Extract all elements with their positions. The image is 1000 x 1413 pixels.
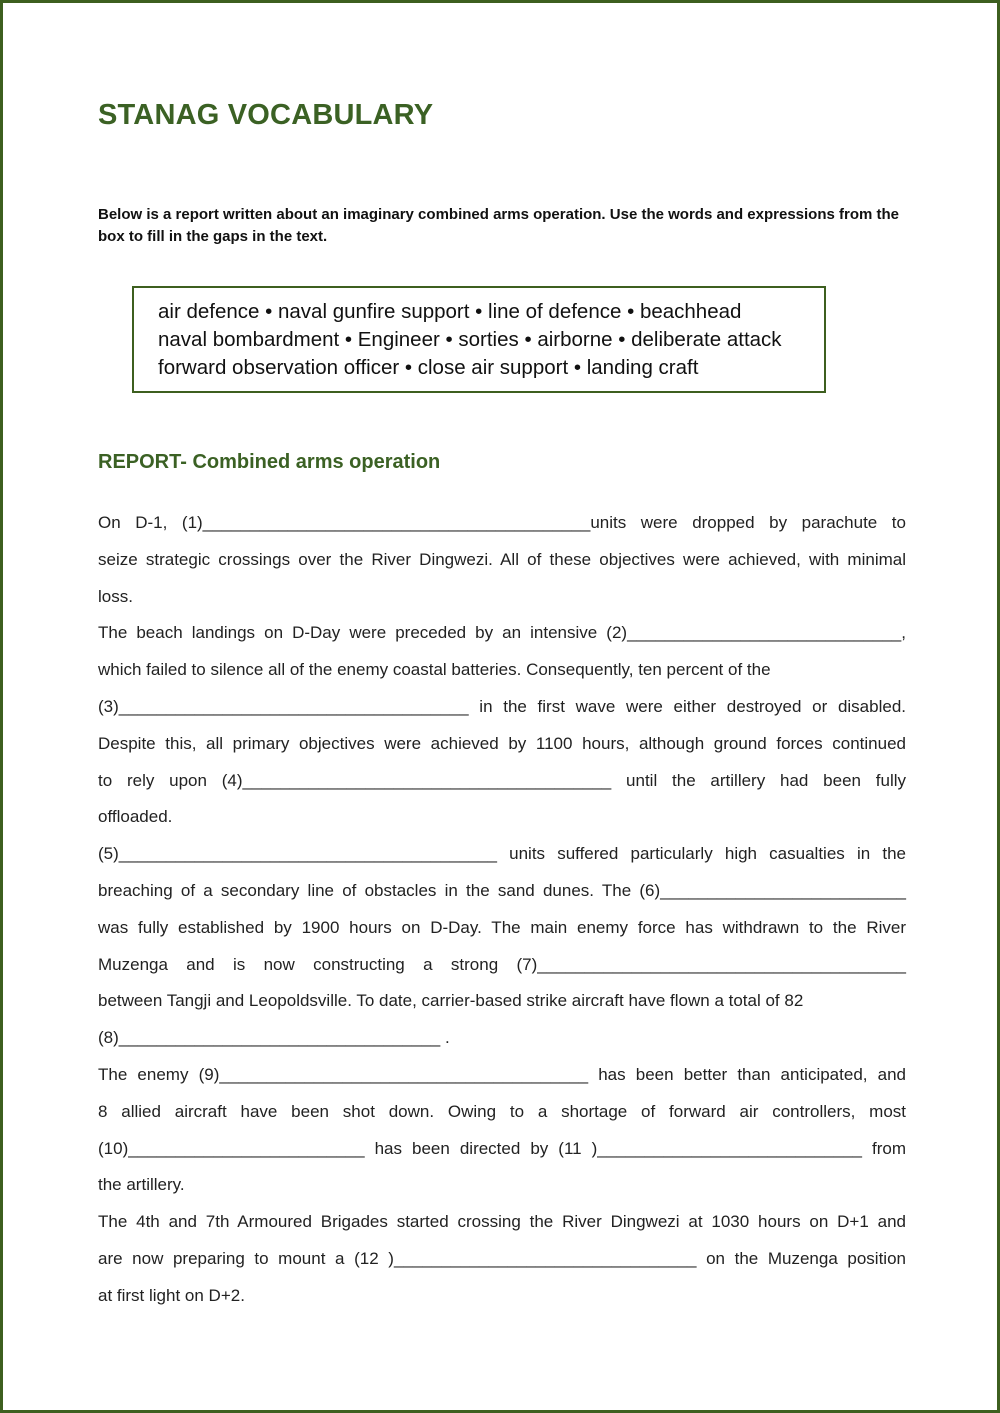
report-body <box>98 505 906 1315</box>
report-line: are now preparing to mount a (12 )________________________________ on the Muzenga position <box>98 1248 906 1268</box>
word-box-line: forward observation officer • close air support • landing craft <box>158 356 699 379</box>
report-line: between Tangji and Leopoldsville. To date, carrier-based strike aircraft have flown a total of 82 <box>98 991 804 1011</box>
report-line: 8 allied aircraft have been shot down. Owing to a shortage of forward air controllers, most <box>98 1101 906 1121</box>
report-line: The enemy (9)_______________________________________ has been better than anticipated, and <box>98 1064 906 1084</box>
report-line: the artillery. <box>98 1175 185 1195</box>
word-box <box>132 286 826 393</box>
report-line: The beach landings on D-Day were preceded by an intensive (2)_____________________________, <box>98 623 906 643</box>
report-line: Despite this, all primary objectives were achieved by 1100 hours, although ground forces continued <box>98 733 906 753</box>
report-line: (5)________________________________________ units suffered particularly high casualties in the <box>98 844 906 864</box>
report-line: On D-1, (1)_________________________________________units were dropped by parachute to <box>98 513 906 532</box>
report-line: offloaded. <box>98 807 173 827</box>
report-heading: REPORT- Combined arms operation <box>98 451 441 473</box>
word-box-line: air defence • naval gunfire support • line of defence • beachhead <box>158 300 742 323</box>
word-box-line: naval bombardment • Engineer • sorties • airborne • deliberate attack <box>158 328 782 351</box>
report-line: (10)_________________________ has been directed by (11 )____________________________ from <box>98 1138 906 1158</box>
report-line: was fully established by 1900 hours on D-Day. The main enemy force has withdrawn to the River <box>98 917 906 937</box>
report-line: (3)_____________________________________ in the first wave were either destroyed or disabled. <box>98 696 906 716</box>
report-line: to rely upon (4)_______________________________________ until the artillery had been fully <box>98 770 906 790</box>
report-line: loss. <box>98 586 133 606</box>
report-line: The 4th and 7th Armoured Brigades started crossing the River Dingwezi at 1030 hours on D+1 and <box>98 1212 906 1232</box>
report-line: breaching of a secondary line of obstacles in the sand dunes. The (6)__________________________ <box>98 880 906 900</box>
report-line: Muzenga and is now constructing a strong (7)_______________________________________ <box>98 954 906 974</box>
report-line: seize strategic crossings over the River Dingwezi. All of these objectives were achieved, with minimal <box>98 549 906 569</box>
report-line: at first light on D+2. <box>98 1285 245 1305</box>
instructions-text: Below is a report written about an imaginary combined arms operation. Use the words and expressions from the box to fill in the gaps in the text. <box>98 206 900 245</box>
page-title: STANAG VOCABULARY <box>98 99 434 131</box>
report-line: which failed to silence all of the enemy coastal batteries. Consequently, ten percent of the <box>98 660 771 680</box>
report-line: (8)__________________________________ . <box>98 1028 450 1048</box>
